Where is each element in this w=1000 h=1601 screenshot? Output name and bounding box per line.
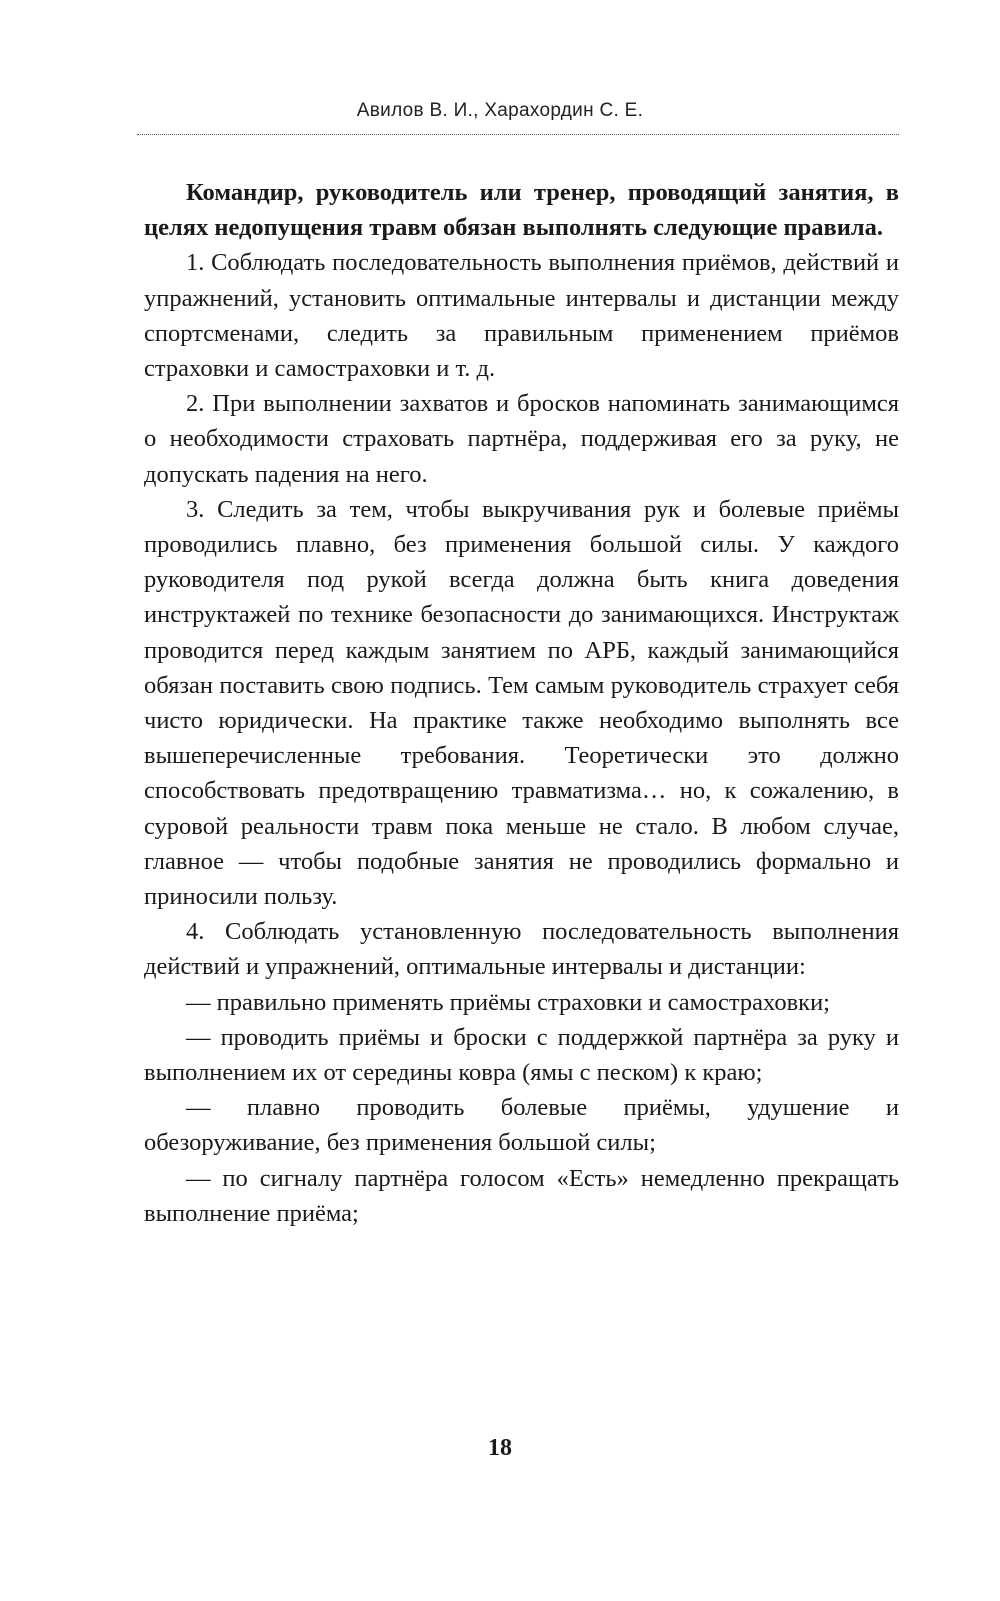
rule-item-1: 1. Соблюдать последовательность выполнения приёмов, действий и упражнений, установить оптимальные интервалы и дистанции между спортсменами, следить за правильным применением приёмов страховки и самостраховки и т. д.: [144, 249, 899, 383]
rule-item-2: 2. При выполнении захватов и бросков напоминать занимающимся о необходимости страховать партнёра, поддерживая его за руку, не допускать падения на него.: [144, 390, 899, 488]
dash-item-4: — по сигналу партнёра голосом «Есть» немедленно прекращать выполнение приёма;: [144, 1164, 899, 1227]
dash-item-2: — проводить приёмы и броски с поддержкой партнёра за руку и выполнением их от середины ковра (ямы с песком) к краю;: [144, 1023, 899, 1087]
page-number: 18: [488, 1435, 512, 1461]
header-rule: [137, 134, 899, 135]
rule-item-3: 3. Следить за тем, чтобы выкручивания рук и болевые приёмы проводились плавно, без применения большой силы. У каждого руководителя под рукой всегда должна быть книга доведения инструктажей по технике безопасности до занимающихся. Инструктаж проводится перед каждым занятием по АРБ, каждый занимающийся обязан поставить свою подпись. Тем самым руководитель страхует себя чисто юридически. На практике также необходимо выполнять все вышеперечисленные требования. Теоретически это должно способствовать предотвращению травматизма… но, к сожалению, в суровой реальности травм пока меньше не стало. В любом случае, главное — чтобы подобные занятия не проводились формально и приносили пользу.: [144, 495, 899, 911]
dash-item-1: — правильно применять приёмы страховки и самостраховки;: [186, 988, 830, 1016]
lead-paragraph: Командир, руководитель или тренер, проводящий занятия, в целях недопущения травм обязан выполнять следующие правила.: [144, 179, 899, 242]
running-head: Авилов В. И., Харахордин С. Е.: [356, 100, 644, 121]
rule-item-4: 4. Соблюдать установленную последовательность выполнения действий и упражнений, оптимальные интервалы и дистанции:: [144, 918, 899, 981]
dash-item-3: — плавно проводить болевые приёмы, удушение и обезоруживание, без применения большой силы;: [144, 1094, 899, 1157]
body-text: [144, 175, 899, 1231]
